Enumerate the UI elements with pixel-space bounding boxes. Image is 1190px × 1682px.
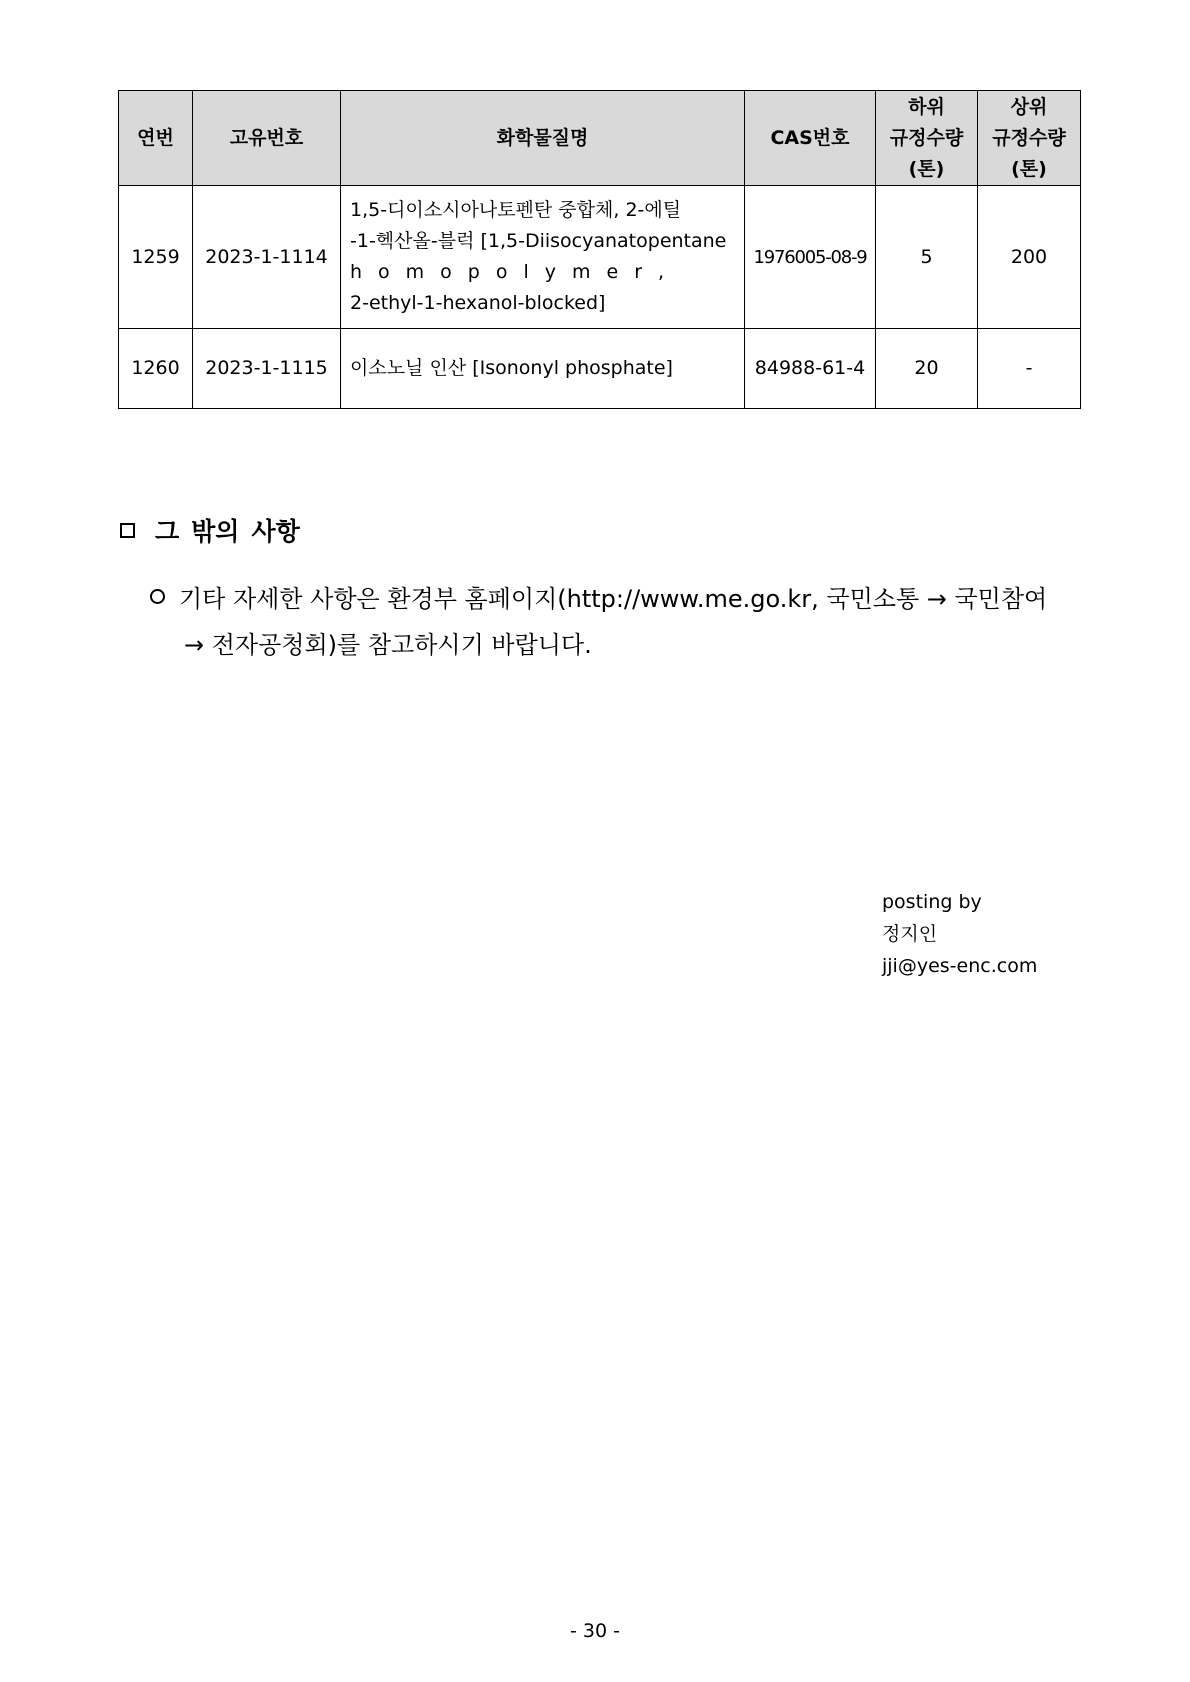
- cell-upper-quantity: -: [978, 329, 1081, 409]
- table-row: [119, 186, 1081, 329]
- cell-seq: 1259: [119, 186, 193, 329]
- cell-cas: 84988-61-4: [745, 329, 876, 409]
- posting-label: posting by: [882, 891, 982, 913]
- header-lower-quantity: 하위 규정수량 (톤): [876, 91, 978, 186]
- cell-lower-quantity: 5: [876, 186, 978, 329]
- regulation-table: [118, 90, 1081, 409]
- square-outline-icon: [120, 523, 135, 538]
- circle-outline-icon: [150, 589, 165, 604]
- cell-id: 2023-1-1114: [193, 186, 341, 329]
- cell-upper-quantity: 200: [978, 186, 1081, 329]
- table-header-row: [119, 91, 1081, 186]
- header-upper-quantity: 상위 규정수량 (톤): [978, 91, 1081, 186]
- cell-cas: 1976005-08-9: [745, 186, 876, 329]
- bullet-paragraph: [150, 576, 1085, 668]
- posting-author: 정지인: [882, 923, 938, 945]
- header-name: 화학물질명: [341, 91, 745, 186]
- header-cas: CAS번호: [745, 91, 876, 186]
- header-seq: 연번: [119, 91, 193, 186]
- table-row: [119, 329, 1081, 409]
- cell-seq: 1260: [119, 329, 193, 409]
- cell-lower-quantity: 20: [876, 329, 978, 409]
- posting-info: [882, 886, 1037, 982]
- cell-chemical-name: 1,5-디이소시아나토펜탄 중합체, 2-에틸 -1-헥산올-블럭 [1,5-Diisocyanatopentane homopolymer, 2-ethyl-1-hexanol-blocked]: [341, 186, 745, 329]
- cell-chemical-name: 이소노닐 인산 [Isononyl phosphate]: [341, 329, 745, 409]
- page-number: - 30 -: [570, 1620, 620, 1642]
- bullet-text-line-2: → 전자공청회)를 참고하시기 바랍니다.: [184, 631, 592, 659]
- posting-email: jji@yes-enc.com: [882, 955, 1038, 977]
- section-heading: 그 밖의 사항: [120, 512, 312, 548]
- header-id: 고유번호: [193, 91, 341, 186]
- cell-id: 2023-1-1115: [193, 329, 341, 409]
- regulation-table-container: [118, 90, 1080, 409]
- bullet-text-line-1: 기타 자세한 사항은 환경부 홈페이지(http://www.me.go.kr, 국민소통 → 국민참여: [179, 585, 1048, 613]
